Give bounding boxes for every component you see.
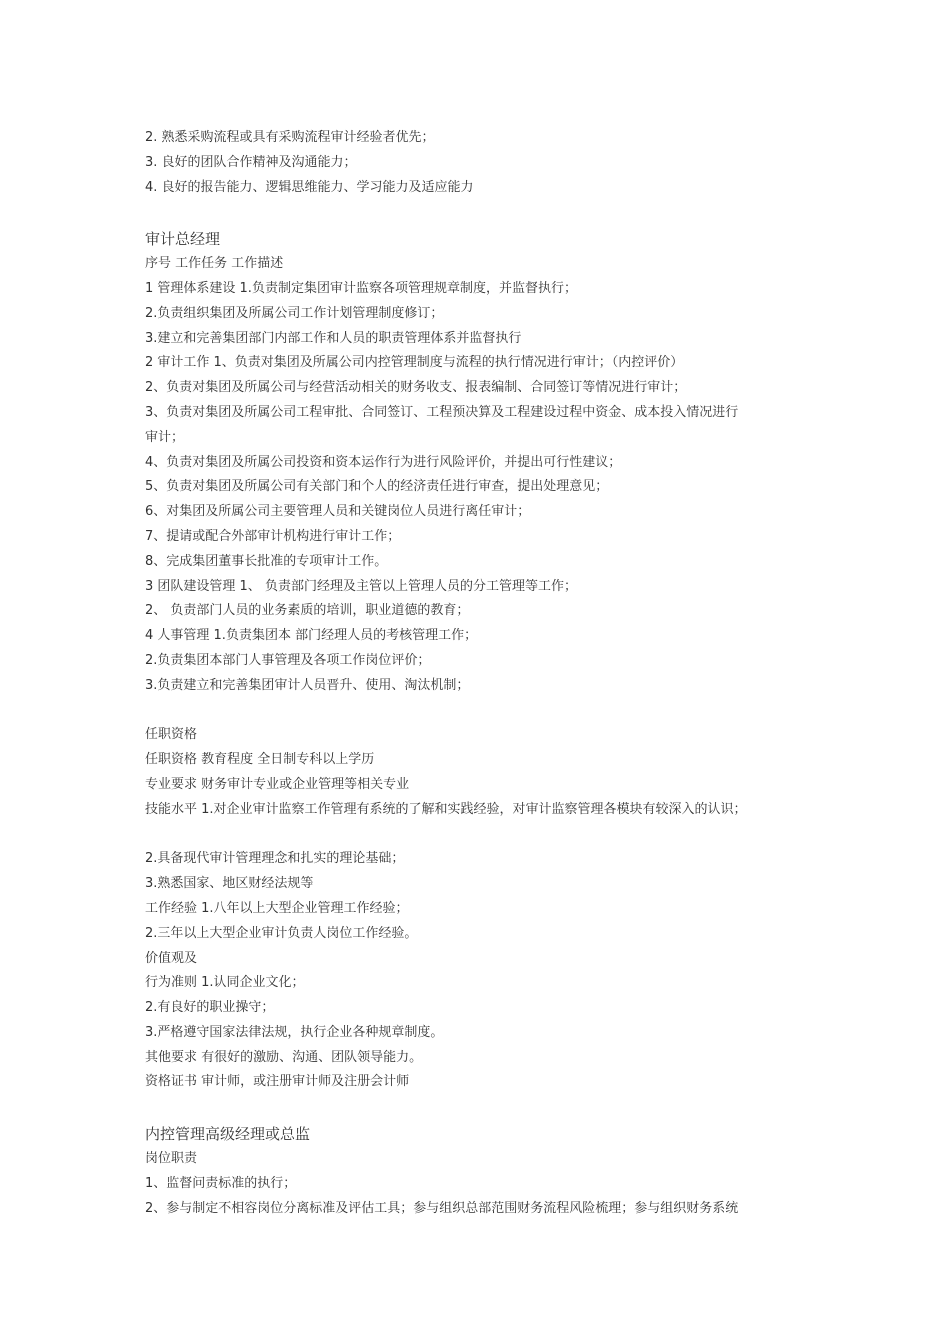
text-line: 2.负责组织集团及所属公司工作计划管理制度修订； xyxy=(145,305,444,321)
text-line: 2、负责对集团及所属公司与经营活动相关的财务收支、报表编制、合同签订等情况进行审计； xyxy=(145,380,687,396)
text-line: 2.具备现代审计管理理念和扎实的理论基础； xyxy=(145,851,405,867)
text-line: 2.有良好的职业操守； xyxy=(145,1000,275,1016)
text-line: 4、负责对集团及所属公司投资和资本运作行为进行风险评价，并提出可行性建议； xyxy=(145,454,622,470)
text-line: 5、负责对集团及所属公司有关部门和个人的经济责任进行审查，提出处理意见； xyxy=(145,479,609,495)
text-line: 专业要求 财务审计专业或企业管理等相关专业 xyxy=(145,776,410,792)
paragraph-gap xyxy=(145,823,835,848)
text-line: 2.负责集团本部门人事管理及各项工作岗位评价； xyxy=(145,652,431,668)
text-line: 1 管理体系建设 1.负责制定集团审计监察各项管理规章制度，并监督执行； xyxy=(145,280,577,296)
paragraph-gap xyxy=(145,1095,835,1120)
text-line: 2. 熟悉采购流程或具有采购流程审计经验者优先； xyxy=(145,130,435,145)
text-line: 2.三年以上大型企业审计负责人岗位工作经验。 xyxy=(145,925,418,941)
paragraph-gap xyxy=(145,699,835,724)
text-line: 4 人事管理 1.负责集团本 部门经理人员的考核管理工作； xyxy=(145,628,478,644)
text-line: 2 审计工作 1、负责对集团及所属公司内控管理制度与流程的执行情况进行审计；（内控评价） xyxy=(145,355,684,371)
text-line: 2、 负责部门人员的业务素质的培训，职业道德的教育； xyxy=(145,603,470,619)
text-line: 3.建立和完善集团部门内部工作和人员的职责管理体系并监督执行 xyxy=(145,330,522,346)
text-line: 3. 良好的团队合作精神及沟通能力； xyxy=(145,154,357,170)
text-line: 价值观及 xyxy=(145,950,198,966)
section-heading: 内控管理高级经理或总监 xyxy=(145,1125,311,1144)
text-line: 行为准则 1.认同企业文化； xyxy=(145,975,305,991)
document-body xyxy=(145,126,835,1221)
text-line: 1、监督问责标准的执行； xyxy=(145,1175,297,1191)
text-line: 6、对集团及所属公司主要管理人员和关键岗位人员进行离任审计； xyxy=(145,504,531,520)
text-line: 其他要求 有很好的激励、沟通、团队领导能力。 xyxy=(145,1049,423,1065)
text-line: 3.严格遵守国家法律法规，执行企业各种规章制度。 xyxy=(145,1024,444,1040)
text-line: 3.负责建立和完善集团审计人员晋升、使用、淘汰机制； xyxy=(145,677,470,693)
text-line: 4. 良好的报告能力、逻辑思维能力、学习能力及适应能力 xyxy=(145,179,474,195)
text-line: 8、完成集团董事长批准的专项审计工作。 xyxy=(145,553,388,569)
text-line: 任职资格 xyxy=(145,727,198,743)
text-line: 3 团队建设管理 1、 负责部门经理及主管以上管理人员的分工管理等工作； xyxy=(145,578,577,594)
text-line: 7、提请或配合外部审计机构进行审计工作； xyxy=(145,528,401,544)
section-heading: 审计总经理 xyxy=(145,230,221,249)
text-line: 3、负责对集团及所属公司工程审批、合同签订、工程预决算及工程建设过程中资金、成本投入情况进行 xyxy=(145,404,739,420)
text-line: 3.熟悉国家、地区财经法规等 xyxy=(145,876,314,892)
text-line: 技能水平 1.对企业审计监察工作管理有系统的了解和实践经验，对审计监察管理各模块有较深入的认识； xyxy=(145,801,747,817)
text-line: 岗位职责 xyxy=(145,1151,198,1167)
text-line: 审计； xyxy=(145,429,185,445)
text-line: 任职资格 教育程度 全日制专科以上学历 xyxy=(145,752,375,768)
text-line: 序号 工作任务 工作描述 xyxy=(145,256,284,272)
text-line: 资格证书 审计师，或注册审计师及注册会计师 xyxy=(145,1074,410,1090)
text-line: 2、参与制定不相容岗位分离标准及评估工具；参与组织总部范围财务流程风险梳理；参与组织财务系统 xyxy=(145,1200,739,1216)
paragraph-gap xyxy=(145,200,835,225)
text-line: 工作经验 1.八年以上大型企业管理工作经验； xyxy=(145,900,409,916)
